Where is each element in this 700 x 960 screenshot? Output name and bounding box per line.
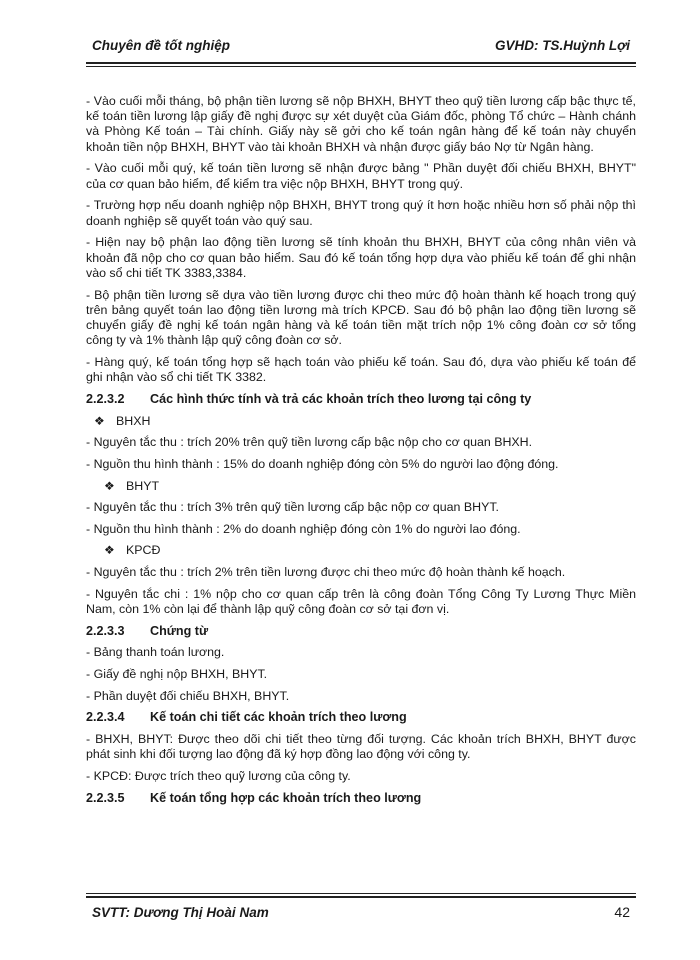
footer-rule-thin	[86, 893, 636, 894]
paragraph: - Hiện nay bộ phận lao động tiền lương sẽ tính khoản thu BHXH, BHYT của công nhân viên và khoản đã nộp cho cơ quan bảo hiểm. Sau đó kế toán tổng hợp dựa vào phiếu kế toán để ghi nhận vào sổ chi tiết TK 3383,3384.	[86, 235, 636, 280]
list-item: - Nguồn thu hình thành : 2% do doanh nghiệp đóng còn 1% do người lao đóng.	[86, 521, 521, 536]
paragraph: - Vào cuối mỗi quý, kế toán tiền lương sẽ nhận được bảng " Phần duyệt đối chiếu BHXH, BHYT" của cơ quan bảo hiểm, để kiểm tra việc nộp BHXH, BHYT trong quý.	[86, 161, 636, 191]
section-title: Kế toán chi tiết các khoản trích theo lương	[150, 710, 407, 725]
page-body	[86, 94, 636, 812]
page-header	[92, 38, 630, 53]
list-item: - Nguyên tắc thu : trích 2% trên tiền lương được chi theo mức độ hoàn thành kế hoạch.	[86, 564, 566, 579]
section-number: 2.2.3.5	[86, 790, 125, 805]
bullet-label: BHXH	[116, 413, 151, 428]
paragraph: - Hàng quý, kế toán tổng hợp sẽ hạch toán vào phiếu kế toán. Sau đó, dựa vào phiếu kế toán để ghi nhận vào sổ chi tiết TK 3382.	[86, 355, 636, 385]
section-heading	[86, 710, 636, 725]
header-rule-thin	[86, 66, 636, 67]
section-title: Chứng từ	[150, 623, 209, 638]
list-item: - Giấy đề nghị nộp BHXH, BHYT.	[86, 666, 268, 681]
page-footer	[92, 904, 630, 920]
list-item: - Bảng thanh toán lương.	[86, 645, 225, 660]
page-number: 42	[614, 904, 630, 920]
list-item: - Nguyên tắc thu : trích 3% trên quỹ tiền lương cấp bậc nộp cơ quan BHYT.	[86, 500, 500, 515]
list-item: - BHXH, BHYT: Được theo dõi chi tiết theo từng đối tượng. Các khoản trích BHXH, BHYT được phát sinh khi đối tượng lao động đã ký hợp đồng lao động với công ty.	[86, 731, 636, 762]
section-number: 2.2.3.4	[86, 710, 125, 725]
header-thesis-title: Chuyên đề tốt nghiệp	[92, 38, 230, 53]
section-heading	[86, 392, 636, 407]
section-number: 2.2.3.2	[86, 392, 125, 407]
bullet-label: BHYT	[126, 478, 160, 493]
section-title: Kế toán tổng hợp các khoản trích theo lương	[150, 790, 422, 805]
section-number: 2.2.3.3	[86, 623, 125, 638]
paragraph: - Trường hợp nếu doanh nghiệp nộp BHXH, BHYT trong quý ít hơn hoặc nhiều hơn số phải nộp thì doanh nghiệp sẽ quyết toán vào quý sau.	[86, 198, 636, 228]
paragraph: - Vào cuối mỗi tháng, bộ phận tiền lương sẽ nộp BHXH, BHYT theo quỹ tiền lương cấp bậc thực tế, kế toán tiền lương lập giấy đề nghị được sự xét duyệt của Giám đốc, phòng Tổ chức – Hành chánh và Phòng Kế toán – Tài chính. Giấy này sẽ gởi cho kế toán ngân hàng để kế toán này chuyển khoản tiền nộp BHXH, BHYT vào tài khoản BHXH và nhận được giấy báo Nợ từ Ngân hàng.	[86, 94, 636, 154]
footer-rule	[86, 896, 636, 898]
list-item: - Nguồn thu hình thành : 15% do doanh nghiệp đóng còn 5% do người lao động đóng.	[86, 457, 559, 471]
bullet-item	[86, 414, 636, 429]
header-rule	[86, 62, 636, 64]
section-heading	[86, 791, 636, 806]
paragraph: - Bộ phận tiền lương sẽ dựa vào tiền lương được chi theo mức độ hoàn thành kế hoạch trong quý trên bảng quyết toán lao động tiền lương mà trích KPCĐ. Sau đó bộ phận lao động tiền lương sẽ chuyển giấy đề nghị kế toán ngân hàng và kế toán tiền mặt trích nộp 1% công đoàn cơ sở tổng công ty và 1% thành lập quỹ công đoàn cơ sở.	[86, 287, 636, 348]
footer-student: SVTT: Dương Thị Hoài Nam	[92, 905, 269, 920]
section-heading	[86, 624, 636, 639]
bullet-item	[86, 543, 636, 558]
bullet-item	[86, 479, 636, 494]
diamond-bullet-icon: ❖	[104, 478, 115, 493]
list-item: - Phần duyệt đối chiếu BHXH, BHYT.	[86, 688, 290, 703]
list-item: - Nguyên tắc thu : trích 20% trên quỹ tiền lương cấp bậc nộp cho cơ quan BHXH.	[86, 435, 533, 450]
section-title: Các hình thức tính và trả các khoản trích theo lương tại công ty	[150, 392, 532, 407]
diamond-bullet-icon: ❖	[94, 413, 105, 428]
diamond-bullet-icon: ❖	[104, 543, 115, 558]
list-item: - Nguyên tắc chi : 1% nộp cho cơ quan cấp trên là công đoàn Tổng Công Ty Lương Thực Miền Nam, còn 1% còn lại để thành lập quỹ công đoàn cơ sở tại đơn vị.	[86, 586, 636, 616]
list-item: - KPCĐ: Được trích theo quỹ lương của công ty.	[86, 768, 351, 783]
bullet-label: KPCĐ	[126, 543, 161, 558]
header-supervisor: GVHD: TS.Huỳnh Lợi	[494, 38, 630, 53]
